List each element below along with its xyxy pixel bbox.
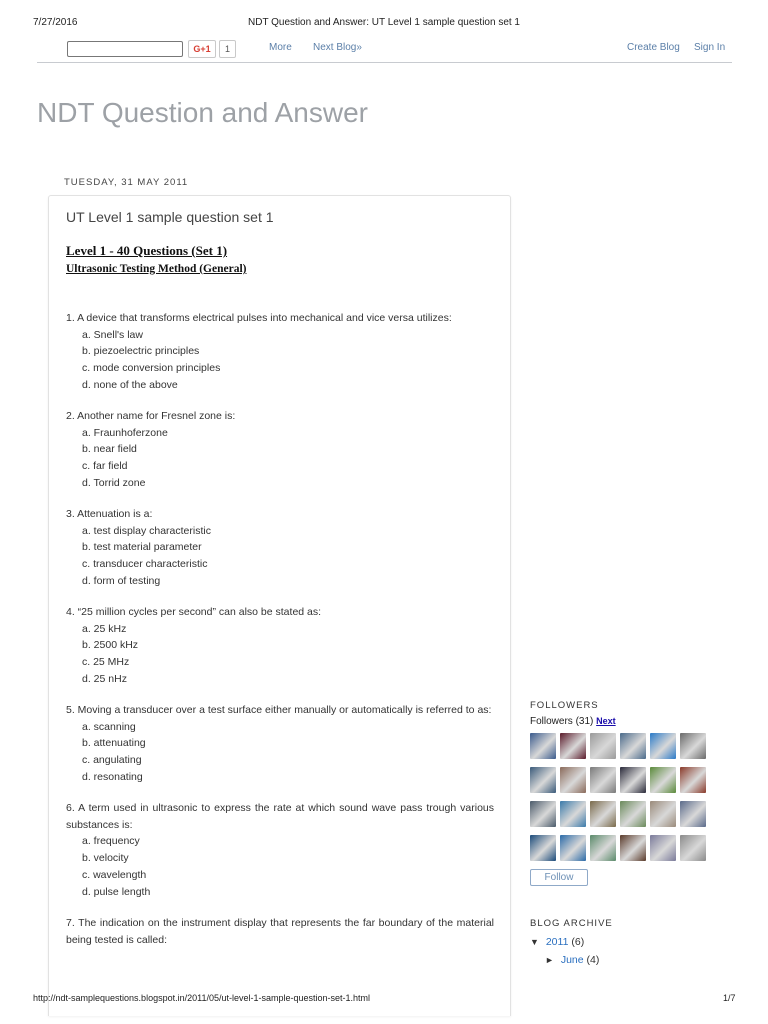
answer-option: a. Snell's law [82,328,143,341]
question-text: 5. Moving a transducer over a test surface either manually or automatically is referred to as: [66,704,492,717]
follower-avatar[interactable] [650,801,676,827]
follower-avatar[interactable] [680,767,706,793]
question-item [66,915,494,948]
triangle-right-icon[interactable]: ► [545,955,554,965]
follower-avatar[interactable] [680,835,706,861]
print-url: http://ndt-samplequestions.blogspot.in/2011/05/ut-level-1-sample-question-set-1.html [33,993,371,1003]
google-plus-button[interactable]: G+1 [188,40,216,58]
post-heading-method: Ultrasonic Testing Method (General) [66,263,247,275]
create-blog-link[interactable]: Create Blog [627,42,680,53]
follow-button[interactable]: Follow [530,869,588,886]
archive-month-count: (4) [586,954,600,966]
sign-in-link[interactable]: Sign In [694,42,726,53]
answer-option: d. 25 nHz [82,672,127,685]
answer-option: c. transducer characteristic [82,558,208,571]
answer-option: d. pulse length [82,885,151,898]
answer-option: b. attenuating [82,737,146,750]
answer-option: a. frequency [82,835,140,848]
answer-option: c. 25 MHz [82,656,130,669]
archive-month-link[interactable]: June [560,954,584,966]
question-item [66,506,494,590]
question-text: 3. Attenuation is a: [66,508,153,521]
blog-archive-heading: BLOG ARCHIVE [530,918,613,929]
follower-avatar[interactable] [650,767,676,793]
answer-option: d. Torrid zone [82,476,146,489]
follower-avatar[interactable] [560,733,586,759]
follower-avatar[interactable] [530,733,556,759]
question-item [66,702,494,786]
follower-avatar[interactable] [620,733,646,759]
question-text: 6. A term used in ultrasonic to express the rate at which sound wave pass trough various substances is: [66,802,494,831]
follower-avatar-grid [530,733,686,861]
follower-avatar[interactable] [530,801,556,827]
follower-avatar[interactable] [620,835,646,861]
answer-option: c. angulating [82,754,142,767]
answer-option: b. piezoelectric principles [82,345,200,358]
followers-heading: FOLLOWERS [530,700,599,711]
print-page-number: 1/7 [723,993,736,1003]
answer-option: b. test material parameter [82,541,202,554]
post-date-header: TUESDAY, 31 MAY 2011 [64,177,189,188]
sidebar [530,700,730,966]
print-date: 7/27/2016 [33,17,78,28]
navbar-search-input[interactable] [67,41,183,57]
triangle-down-icon[interactable]: ▼ [530,937,539,947]
followers-count [530,716,730,727]
answer-option: a. test display characteristic [82,524,211,537]
follower-avatar[interactable] [590,733,616,759]
answer-option: d. form of testing [82,574,161,587]
answer-option: a. scanning [82,720,136,733]
follower-avatar[interactable] [590,767,616,793]
post-heading-level: Level 1 - 40 Questions (Set 1) [66,243,228,258]
print-header [0,17,768,31]
question-list [66,310,494,963]
answer-option: a. 25 kHz [82,622,127,635]
question-text: 1. A device that transforms electrical pulses into mechanical and vice versa utilizes: [66,312,452,324]
answer-option: b. near field [82,443,137,456]
print-title: NDT Question and Answer: UT Level 1 sample question set 1 [248,17,520,28]
answer-option: d. none of the above [82,378,178,391]
follower-avatar[interactable] [590,801,616,827]
follower-avatar[interactable] [680,801,706,827]
archive-month-row[interactable] [530,954,730,966]
answer-option: c. far field [82,460,128,473]
question-text: 2. Another name for Fresnel zone is: [66,410,236,423]
question-item [66,604,494,688]
follower-avatar[interactable] [620,801,646,827]
answer-option: b. velocity [82,852,129,865]
followers-next-link[interactable]: Next [596,716,616,726]
answer-option: b. 2500 kHz [82,639,139,652]
google-plus-count: 1 [219,40,236,58]
question-item [66,310,494,394]
answer-option: c. mode conversion principles [82,362,221,375]
followers-count-label: Followers (31) [530,716,594,727]
archive-year-row[interactable] [530,936,730,948]
archive-year-count: (6) [571,936,585,948]
post-title[interactable]: UT Level 1 sample question set 1 [66,209,274,225]
question-text: 4. “25 million cycles per second” can also be stated as: [66,606,322,619]
follower-avatar[interactable] [560,801,586,827]
post-card [48,195,511,1016]
follower-avatar[interactable] [590,835,616,861]
blogger-navbar [37,40,732,63]
follower-avatar[interactable] [560,767,586,793]
follower-avatar[interactable] [620,767,646,793]
answer-option: a. Fraunhoferzone [82,426,168,439]
follower-avatar[interactable] [680,733,706,759]
question-text: 7. The indication on the instrument display that represents the far boundary of the material being tested is called: [66,916,494,946]
question-item [66,800,494,900]
follower-avatar[interactable] [650,733,676,759]
answer-option: c. wavelength [82,868,147,881]
more-link[interactable]: More [269,42,292,53]
blog-title[interactable]: NDT Question and Answer [37,97,368,128]
follower-avatar[interactable] [560,835,586,861]
follower-avatar[interactable] [530,767,556,793]
follower-avatar[interactable] [530,835,556,861]
next-blog-link[interactable]: Next Blog» [313,42,362,53]
archive-year-link[interactable]: 2011 [545,936,569,948]
question-item [66,408,494,492]
answer-option: d. resonating [82,770,143,783]
follower-avatar[interactable] [650,835,676,861]
